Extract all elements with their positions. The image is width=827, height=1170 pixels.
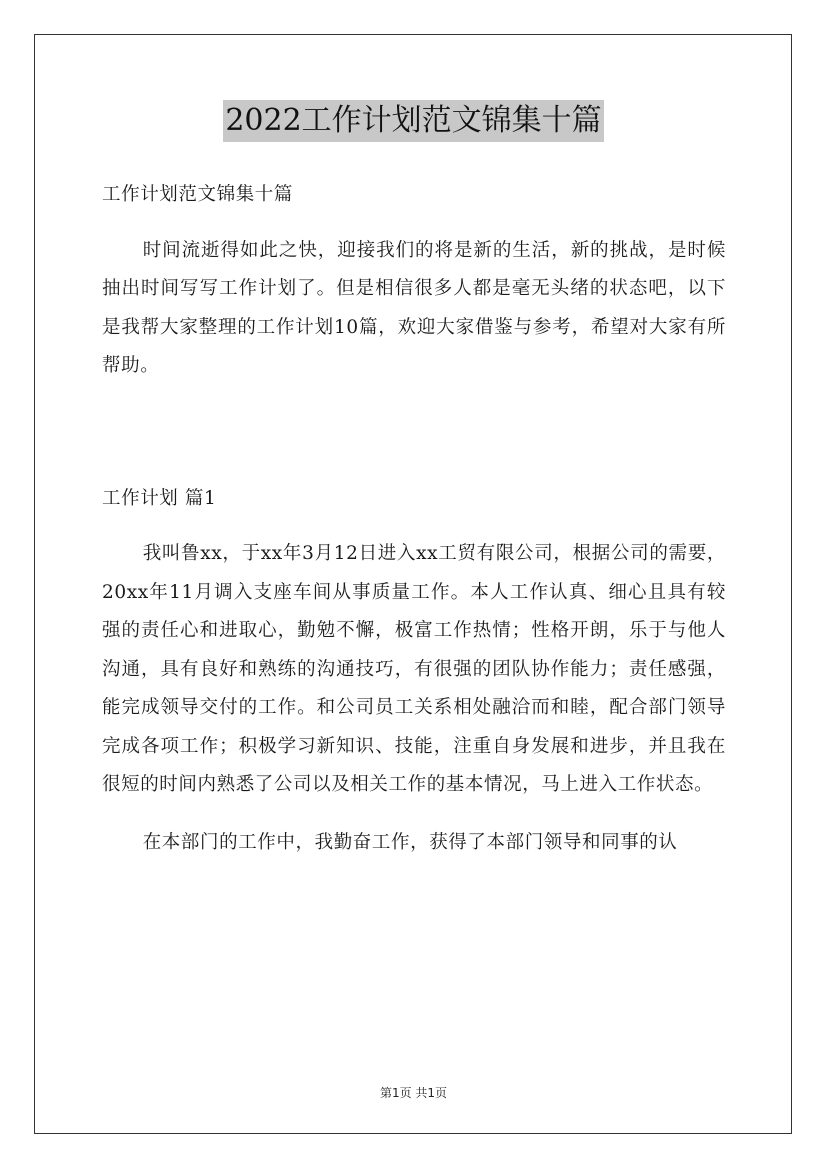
title-container	[0, 100, 827, 142]
intro-paragraph: 时间流逝得如此之快，迎接我们的将是新的生活，新的挑战，是时候抽出时间写写工作计划了。但是相信很多人都是毫无头绪的状态吧，以下是我帮大家整理的工作计划10篇，欢迎大家借鉴与参考，希望对大家有所帮助。	[102, 239, 726, 376]
document-body	[102, 176, 726, 862]
document-title: 2022工作计划范文锦集十篇	[223, 100, 603, 142]
section-heading: 工作计划 篇1	[102, 487, 217, 509]
document-subtitle: 工作计划范文锦集十篇	[102, 184, 294, 205]
body-paragraph: 我叫鲁xx，于xx年3月12日进入xx工贸有限公司，根据公司的需要，20xx年11月调入支座车间从事质量工作。本人工作认真、细心且具有较强的责任心和进取心，勤勉不懈，极富工作热情；性格开朗，乐于与他人沟通，具有良好和熟练的沟通技巧，有很强的团队协作能力；责任感强，能完成领导交付的工作。和公司员工关系相处融洽而和睦，配合部门领导完成各项工作；积极学习新知识、技能，注重自身发展和进步，并且我在很短的时间内熟悉了公司以及相关工作的基本情况，马上进入工作状态。	[102, 543, 726, 795]
page-footer: 第1页 共1页	[379, 1086, 448, 1100]
body-paragraph: 在本部门的工作中，我勤奋工作，获得了本部门领导和同事的认	[142, 831, 678, 853]
